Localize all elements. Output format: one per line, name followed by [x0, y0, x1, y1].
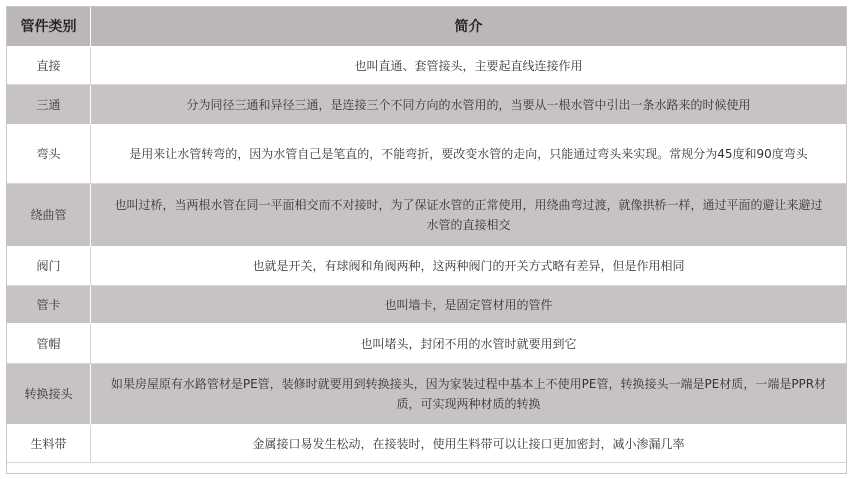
table-row [7, 286, 846, 324]
pipe-fittings-table [7, 7, 846, 463]
table-row [7, 85, 846, 125]
row-type: 管卡 [7, 286, 91, 324]
row-description: 如果房屋原有水路管材是PE管，装修时就要用到转换接头，因为家装过程中基本上不使用PE管，转换接头一端是PE材质，一端是PPR材质，可实现两种材质的转换 [91, 364, 846, 425]
row-description: 也叫直通、套管接头，主要起直线连接作用 [91, 47, 846, 85]
table-header-row [7, 7, 846, 47]
table-row [7, 425, 846, 463]
row-description: 是用来让水管转弯的，因为水管自己是笔直的，不能弯折，要改变水管的走向，只能通过弯头来实现。常规分为45度和90度弯头 [91, 125, 846, 184]
header-description: 简介 [91, 7, 846, 47]
row-description: 也叫墙卡，是固定管材用的管件 [91, 286, 846, 324]
table-row [7, 324, 846, 364]
table-row [7, 247, 846, 286]
row-description: 也叫过桥，当两根水管在同一平面相交而不对接时，为了保证水管的正常使用，用绕曲弯过渡，就像拱桥一样，通过平面的避让来避过水管的直接相交 [91, 184, 846, 247]
row-type: 生料带 [7, 425, 91, 463]
table-row [7, 364, 846, 425]
header-type: 管件类别 [7, 7, 91, 47]
row-description: 也就是开关，有球阀和角阀两种，这两种阀门的开关方式略有差异，但是作用相同 [91, 247, 846, 286]
row-type: 三通 [7, 85, 91, 125]
fitting-table-frame [6, 6, 847, 474]
row-description: 也叫堵头，封闭不用的水管时就要用到它 [91, 324, 846, 364]
row-description: 分为同径三通和异径三通，是连接三个不同方向的水管用的，当要从一根水管中引出一条水路来的时候使用 [91, 85, 846, 125]
row-type: 转换接头 [7, 364, 91, 425]
table-row [7, 47, 846, 85]
table-row [7, 125, 846, 184]
row-type: 管帽 [7, 324, 91, 364]
row-type: 阀门 [7, 247, 91, 286]
row-type: 弯头 [7, 125, 91, 184]
row-type: 直接 [7, 47, 91, 85]
table-row [7, 184, 846, 247]
row-description: 金属接口易发生松动，在接装时，使用生料带可以让接口更加密封，减小渗漏几率 [91, 425, 846, 463]
row-type: 绕曲管 [7, 184, 91, 247]
